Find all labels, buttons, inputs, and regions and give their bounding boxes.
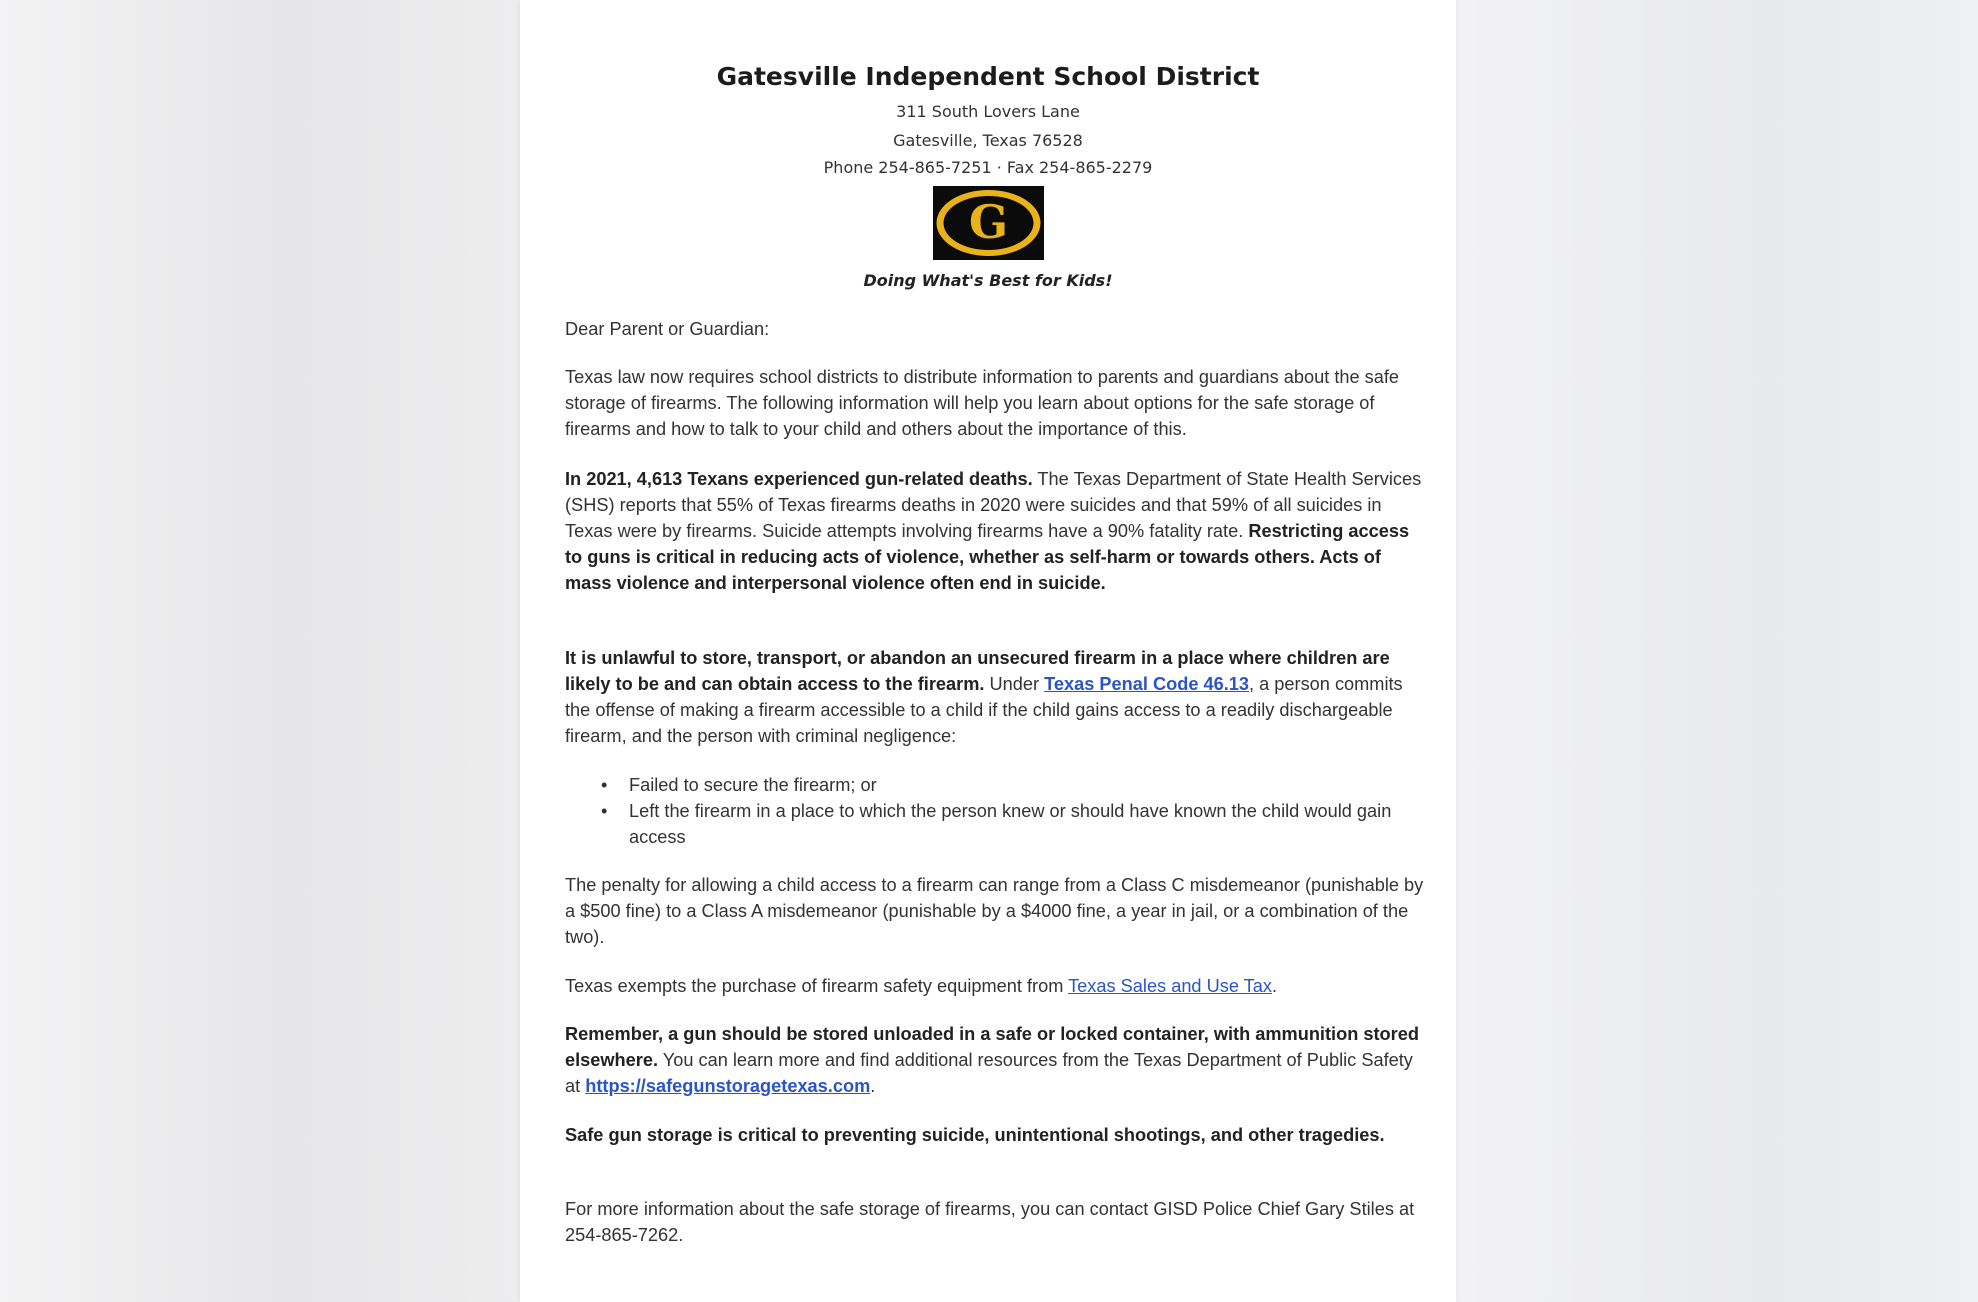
address-city: Gatesville, Texas 76528: [893, 131, 1083, 150]
paragraph-statistics: [565, 466, 1425, 596]
paragraph-critical-text: Safe gun storage is critical to preventing suicide, unintentional shootings, and other tragedies.: [565, 1125, 1385, 1145]
negligence-list: [565, 772, 1425, 850]
sales-tax-link[interactable]: Texas Sales and Use Tax: [1068, 976, 1272, 996]
penal-code-link[interactable]: Texas Penal Code 46.13: [1044, 674, 1250, 694]
address-street: 311 South Lovers Lane: [896, 102, 1080, 121]
tax-text: Texas exempts the purchase of firearm safety equipment from: [565, 976, 1069, 996]
paragraph-contact-text: For more information about the safe storage of firearms, you can contact GISD Police Chief Gary Stiles at 254-865-7262.: [565, 1199, 1415, 1245]
salutation: [565, 316, 1425, 342]
storage-end: .: [870, 1076, 876, 1096]
list-item-text: Failed to secure the firearm; or: [629, 775, 877, 795]
list-item: [565, 772, 1425, 798]
phone-fax: Phone 254-865-7251 · Fax 254-865-2279: [823, 158, 1153, 177]
statistics-emphasis: Restricting access to guns is critical in reducing acts of violence, whether as self-harm or towards others. Acts of mass violence and interpersonal violence often end in suicide.: [565, 521, 1410, 593]
bullet-icon: •: [601, 775, 608, 795]
tax-end: .: [1271, 976, 1278, 996]
safegunstorage-link[interactable]: https://safegunstoragetexas.com: [585, 1076, 871, 1096]
statistics-headline: In 2021, 4,613 Texans experienced gun-related deaths.: [565, 469, 1033, 489]
paragraph-contact: [565, 1196, 1425, 1248]
law-text: , a person commits the offense of making a firearm accessible to a child if the child gains access to a readily dischargeable firearm, and the person with criminal negligence:: [565, 674, 1403, 746]
district-name: Gatesville Independent School District: [716, 62, 1260, 91]
storage-headline: Remember, a gun should be stored unloaded in a safe or locked container, with ammunition stored elsewhere.: [565, 1024, 1419, 1070]
background-right: [1456, 0, 1978, 1302]
paragraph-penalty: [565, 872, 1425, 950]
salutation-text: Dear Parent or Guardian:: [565, 319, 770, 339]
list-item-text: Left the firearm in a place to which the person knew or should have known the child would gain access: [629, 801, 1392, 847]
district-logo: [933, 186, 1044, 260]
list-item: [565, 798, 1425, 850]
logo-letter: G: [968, 195, 1009, 249]
storage-text: You can learn more and find additional resources from the Texas Department of Public Safety at: [565, 1050, 1413, 1096]
paragraph-law: [565, 645, 1425, 749]
paragraph-storage: [565, 1021, 1425, 1099]
paragraph-critical: [565, 1122, 1425, 1148]
letter-page: [520, 0, 1456, 1302]
law-under: Under: [984, 674, 1045, 694]
paragraph-tax: [565, 973, 1425, 999]
district-motto: Doing What's Best for Kids!: [863, 271, 1113, 290]
paragraph-penalty-text: The penalty for allowing a child access to a firearm can range from a Class C misdemeanor (punishable by a $500 fine) to a Class A misdemeanor (punishable by a $4000 fine, a year in jail, or a combination of the two).: [565, 875, 1424, 947]
statistics-text: The Texas Department of State Health Services (SHS) reports that 55% of Texas firearms deaths in 2020 were suicides and that 59% of all suicides in Texas were by firearms. Suicide attempts involving firearms have a 90% fatality rate.: [565, 469, 1422, 541]
paragraph-intro: [565, 364, 1425, 442]
g-logo-icon: [933, 186, 1044, 260]
bullet-icon: •: [601, 801, 608, 821]
paragraph-intro-text: Texas law now requires school districts to distribute information to parents and guardians about the safe storage of firearms. The following information will help you learn about options for the safe storage of firearms and how to talk to your child and others about the importance of this.: [565, 367, 1400, 439]
background-left: [0, 0, 520, 1302]
law-headline: It is unlawful to store, transport, or abandon an unsecured firearm in a place where children are likely to be and can obtain access to the firearm.: [565, 648, 1390, 694]
